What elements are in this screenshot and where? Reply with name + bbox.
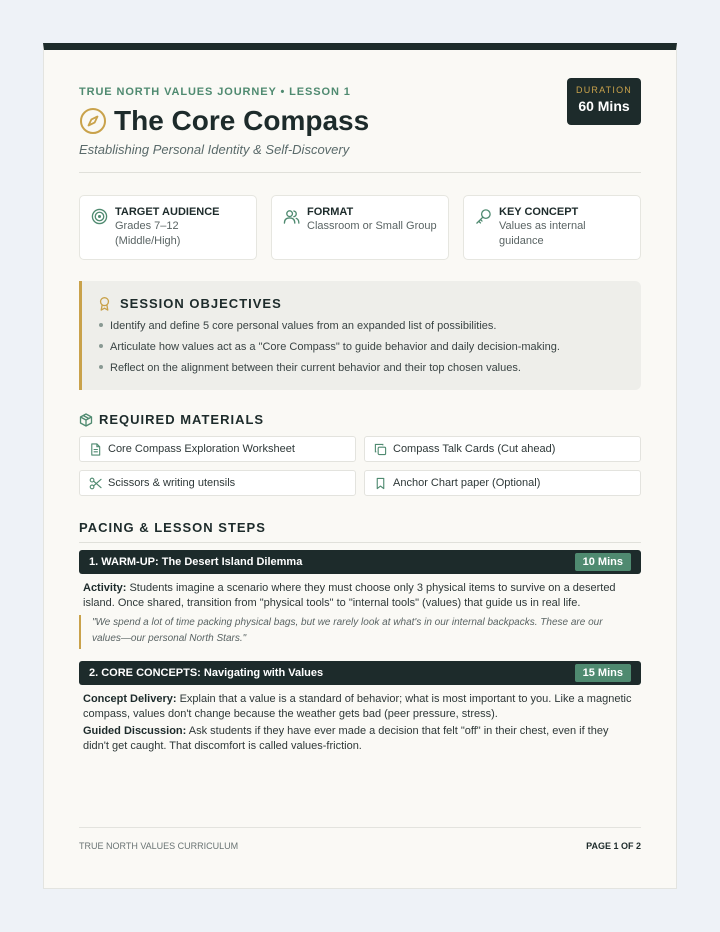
info-card-heading: TARGET AUDIENCE	[115, 206, 220, 218]
key-icon	[475, 208, 492, 225]
material-item	[364, 436, 641, 462]
step-title: 2. CORE CONCEPTS: Navigating with Values	[89, 667, 324, 679]
paragraph-label: Guided Discussion:	[83, 725, 187, 737]
material-label: Anchor Chart paper (Optional)	[393, 477, 541, 489]
package-icon	[79, 413, 93, 427]
document-icon	[89, 443, 102, 456]
paragraph-label: Activity:	[83, 582, 127, 594]
info-card-value: Values as internal	[499, 220, 586, 232]
step-header	[79, 550, 641, 574]
step-title: 1. WARM-UP: The Desert Island Dilemma	[89, 556, 303, 568]
step-paragraph	[83, 724, 641, 754]
objective-text: Articulate how values act as a "Core Compass" to guide behavior and daily decision-making.	[110, 341, 560, 353]
divider	[79, 542, 641, 543]
info-card-format	[271, 195, 449, 260]
footer-divider	[79, 827, 641, 828]
page-title: The Core Compass	[114, 105, 370, 136]
paragraph-text: island. Once shared, transition from "physical tools" to "internal tools" (values) that guide us in real life.	[83, 597, 581, 609]
materials-heading: REQUIRED MATERIALS	[99, 412, 265, 427]
objectives-heading: SESSION OBJECTIVES	[120, 296, 282, 311]
duration-label: DURATION	[576, 85, 632, 95]
duration-badge	[567, 78, 641, 125]
paragraph-label: Concept Delivery:	[83, 693, 177, 705]
info-card-value: Classroom or Small Group	[307, 220, 437, 232]
step-minutes-badge: 15 Mins	[575, 664, 631, 682]
info-card-key-concept	[463, 195, 641, 260]
info-card-heading: KEY CONCEPT	[499, 206, 579, 218]
paragraph-text: Ask students if they have ever made a decision that felt "off" in their chest, even if they	[186, 725, 609, 737]
info-card-heading: FORMAT	[307, 206, 354, 218]
bullet	[99, 344, 103, 348]
quote-text: "We spend a lot of time packing physical bags, but we rarely look at what's in our internal backpacks. These are our	[92, 617, 603, 628]
divider	[79, 172, 641, 173]
material-item	[79, 470, 356, 496]
step-header	[79, 661, 641, 685]
copy-icon	[374, 443, 387, 456]
footer-curriculum: TRUE NORTH VALUES CURRICULUM	[79, 841, 239, 851]
users-icon	[283, 208, 300, 225]
paragraph-text: compass, values don't change because the weather gets bad (peer pressure, stress).	[83, 708, 498, 720]
step-paragraph	[83, 581, 641, 611]
paragraph-text: didn't get caught. That discomfort is called values-friction.	[83, 740, 362, 752]
objective-item	[99, 320, 496, 332]
quote-text: values—our personal North Stars."	[92, 633, 247, 644]
material-label: Compass Talk Cards (Cut ahead)	[393, 443, 556, 455]
info-card-value: guidance	[499, 235, 544, 247]
lesson-kicker: TRUE NORTH VALUES JOURNEY • LESSON 1	[79, 86, 351, 98]
scissors-icon	[89, 477, 102, 490]
session-objectives	[79, 281, 641, 390]
objectives-header	[97, 296, 282, 311]
bullet	[99, 323, 103, 327]
lesson-page	[43, 43, 677, 889]
title-row	[79, 105, 369, 137]
material-item	[364, 470, 641, 496]
objective-item	[99, 341, 560, 353]
step-paragraph	[83, 692, 641, 722]
pacing-heading: PACING & LESSON STEPS	[79, 520, 266, 535]
compass-icon	[79, 107, 107, 135]
page-subtitle: Establishing Personal Identity & Self-Discovery	[79, 142, 350, 157]
info-card-value: (Middle/High)	[115, 235, 181, 247]
material-item	[79, 436, 356, 462]
duration-value: 60 Mins	[578, 98, 630, 114]
teacher-quote	[79, 615, 641, 649]
bookmark-icon	[374, 477, 387, 490]
info-card-audience	[79, 195, 257, 260]
target-icon	[91, 208, 108, 225]
objective-text: Reflect on the alignment between their current behavior and their top chosen values.	[110, 362, 521, 374]
objective-item	[99, 362, 521, 374]
info-card-value: Grades 7–12	[115, 220, 179, 232]
page-number: PAGE 1 OF 2	[586, 841, 641, 851]
material-label: Scissors & writing utensils	[108, 477, 236, 489]
materials-header	[79, 412, 264, 427]
objective-text: Identify and define 5 core personal values from an expanded list of possibilities.	[110, 320, 497, 332]
step-minutes-badge: 10 Mins	[575, 553, 631, 571]
paragraph-text: Explain that a value is a standard of behavior; what is most important to you. Like a magnetic	[176, 693, 632, 705]
paragraph-text: Students imagine a scenario where they must choose only 3 physical items to survive on a deserted	[126, 582, 616, 594]
bullet	[99, 365, 103, 369]
material-label: Core Compass Exploration Worksheet	[108, 443, 295, 455]
award-icon	[97, 296, 112, 311]
